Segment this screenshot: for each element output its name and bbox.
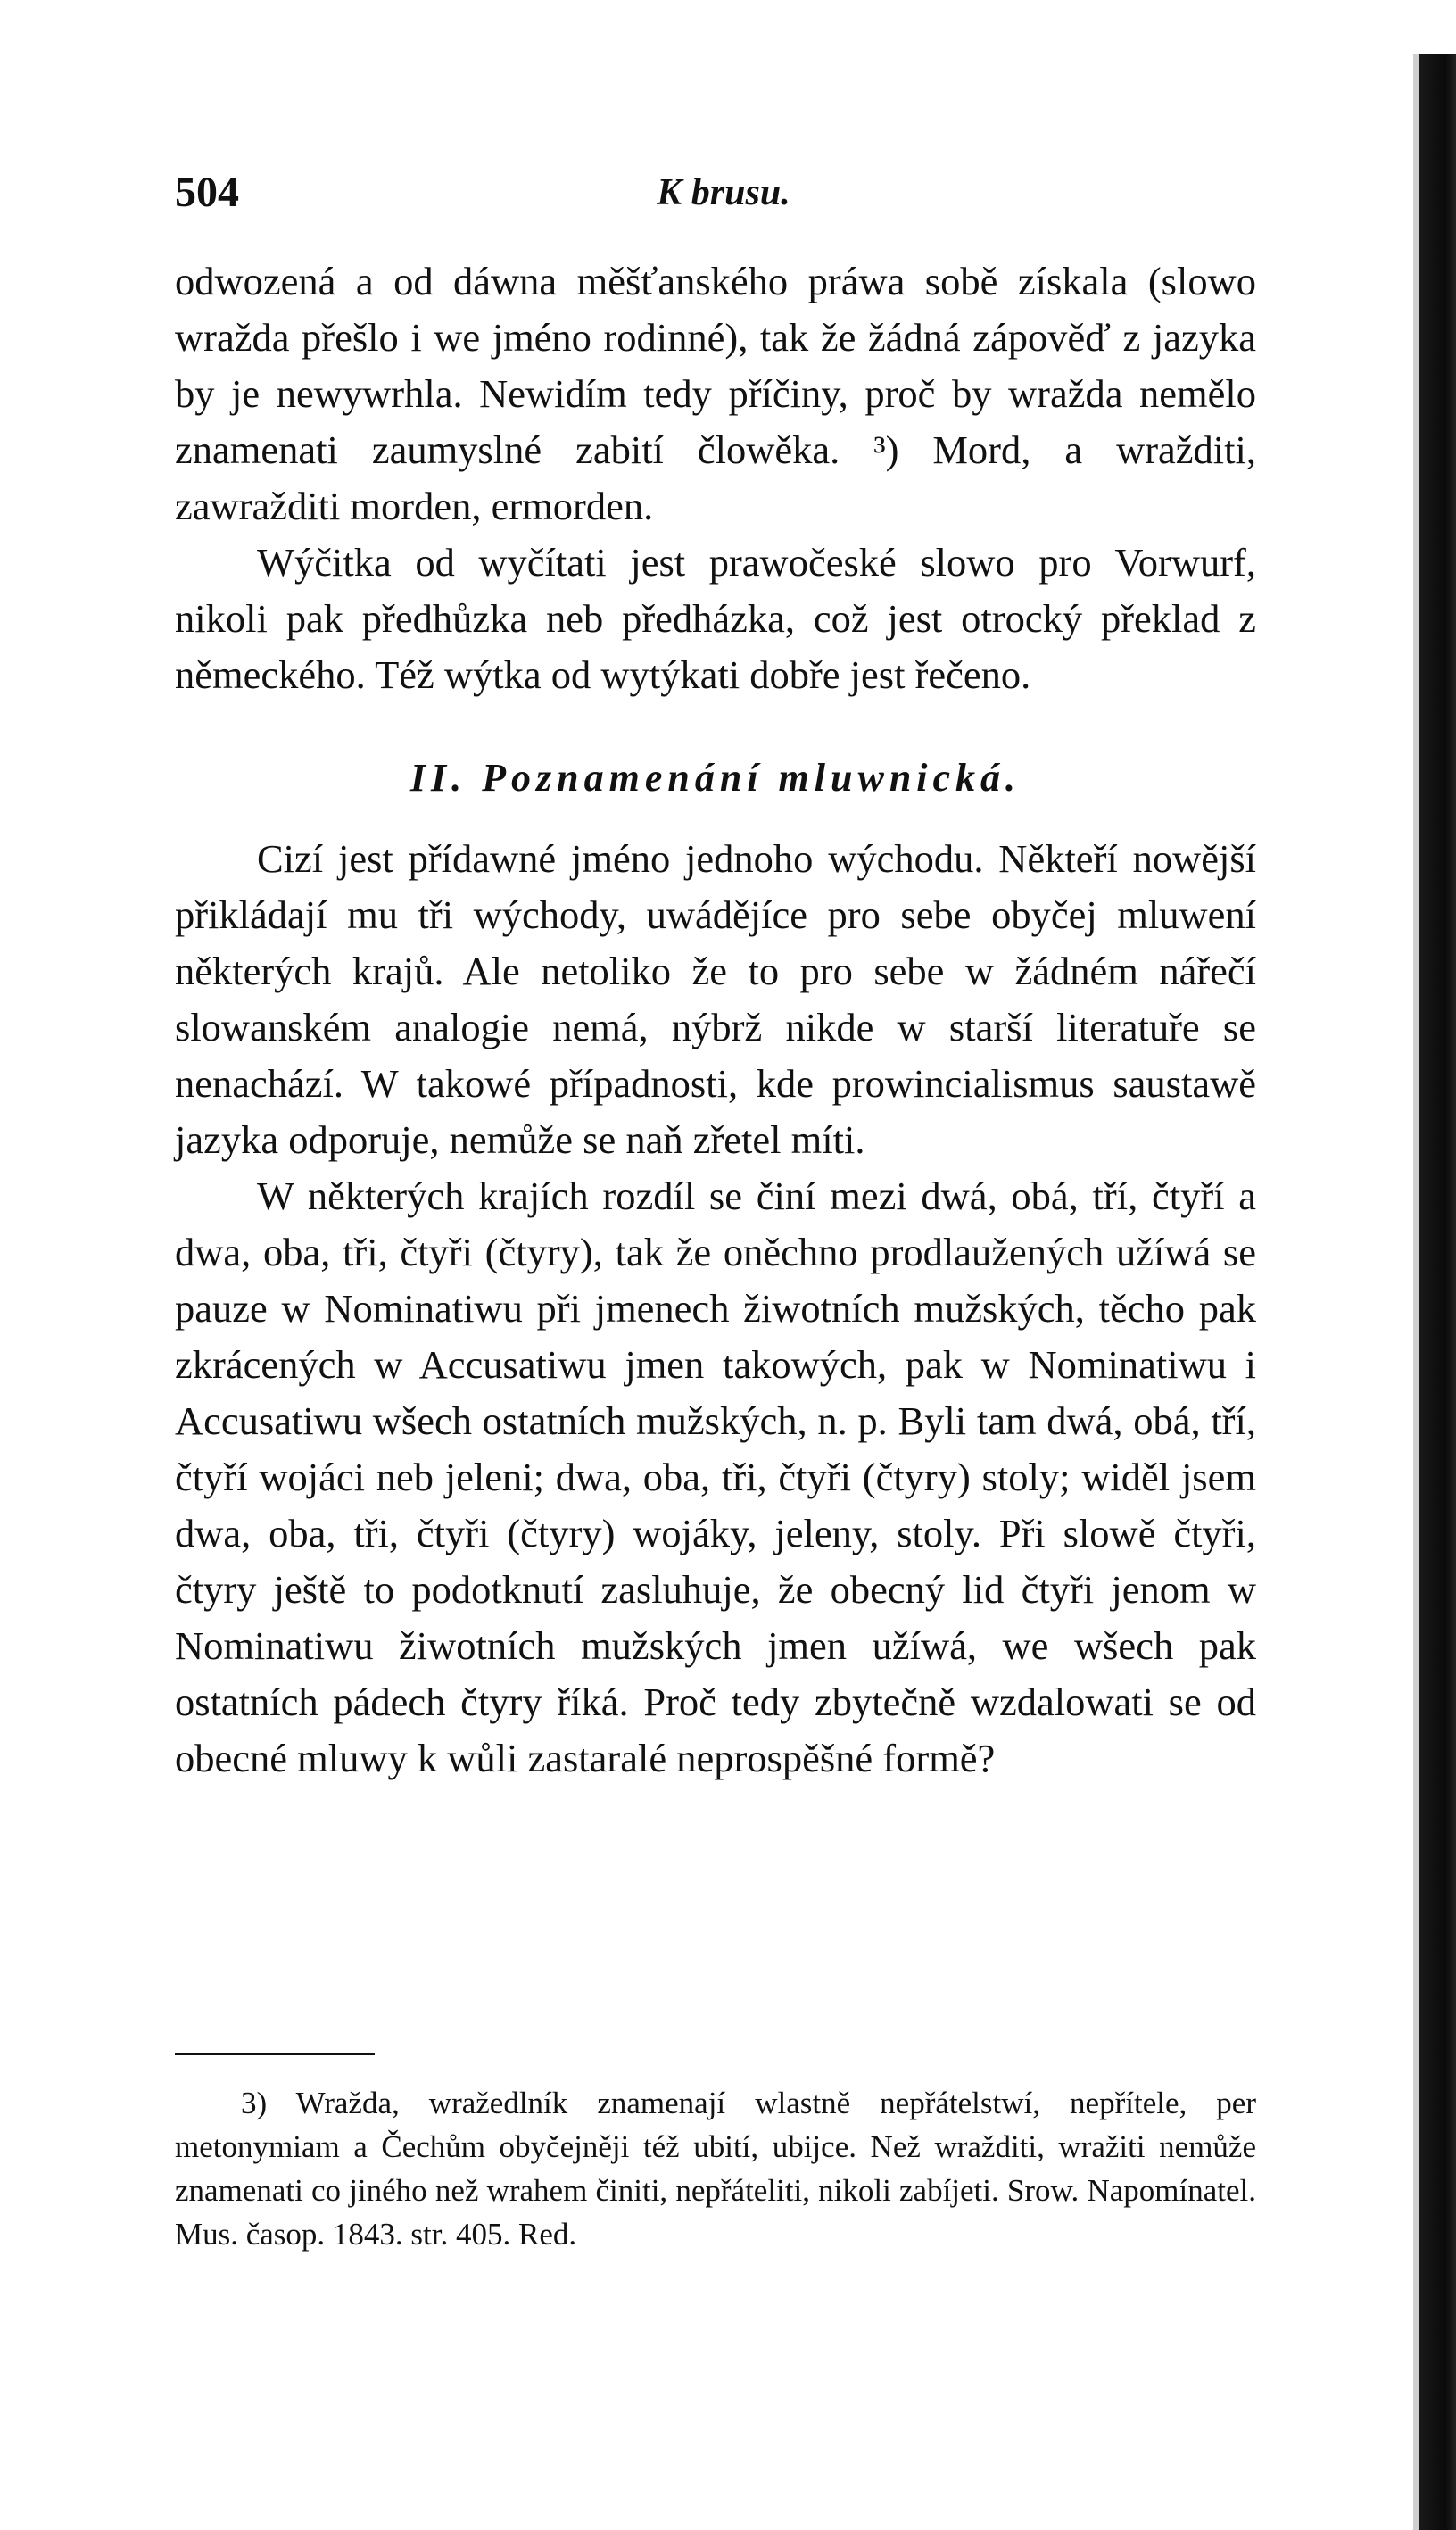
paragraph-cizi: Cizí jest přídawné jméno jednoho wýchodu. Někteří nowější přikládají mu tři wýchody, uwádějíce pro sebe obyčej mluwení některých krajů. Ale netoliko že to pro sebe w žádném nářečí slowanském analogie nemá, nýbrž nikde w starší literatuře se nenachází. W takowé případnosti, kde prowincialismus saustawě jazyka odporuje, nemůže se naň zřetel míti. [175, 836, 1256, 1162]
page-edge-shadow [1419, 54, 1456, 2530]
running-title: K brusu. [657, 172, 790, 213]
paragraph-continuation: odwozená a od dáwna měšťanského práwa sobě získala (slowo wražda přešlo i we jméno rodinné), tak že žádná zápověď z jazyka by je newywrhla. Newidím tedy příčiny, proč by wražda nemělo znamenati zaumyslné zabití člowěka. ³) Mord, a wražditi, zawražditi morden, ermorden. [175, 259, 1256, 528]
section-heading: II. Poznamenání mluwnická. [410, 756, 1022, 800]
paragraph-dwa: W některých krajích rozdíl se činí mezi dwá, obá, tří, čtyří a dwa, oba, tři, čtyři (čtyry), tak že oněchno prodlaužených užíwá se pauze w Nominatiwu při jmenech žiwotních mužských, těcho pak zkrácených w Accusatiwu jmen takowých, pak w Nominatiwu i Accusatiwu wšech ostatních mužských, n. p. Byli tam dwá, obá, tří, čtyří wojáci neb jeleni; dwa, oba, tři, čtyři (čtyry) stoly; widěl jsem dwa, oba, tři, čtyři (čtyry) wojáky, jeleny, stoly. Při slowě čtyři, čtyry ještě to podotknutí zasluhuje, že obecný lid čtyři jenom w Nominatiwu žiwotních mužských jmen užíwá, we wšech pak ostatních pádech čtyry říká. Proč tedy zbytečně wzdalowati se od obecné mluwy k wůli zastaralé neprospěšné formě? [175, 1174, 1256, 1780]
footnote [175, 2081, 1256, 2256]
footnote-text: 3) Wražda, wražedlník znamenají wlastně nepřátelstwí, nepřítele, per metonymiam a Čechům obyčejněji též ubití, ubijce. Než wražditi, wražiti nemůže znamenati co jiného než wrahem činiti, nepřáteliti, nikoli zabíjeti. Srow. Napomínatel. Mus. časop. 1843. str. 405. Red. [175, 2086, 1256, 2252]
page-header [175, 168, 1272, 221]
paragraph-wycitka: Wýčitka od wyčítati jest prawočeské slowo pro Vorwurf, nikoli pak předhůzka neb předházka, což jest otrocký překlad z německého. Též wýtka od wytýkati dobře jest řečeno. [175, 540, 1256, 697]
footnote-separator [175, 2053, 375, 2055]
main-text [175, 253, 1256, 1787]
page-number: 504 [175, 169, 239, 216]
